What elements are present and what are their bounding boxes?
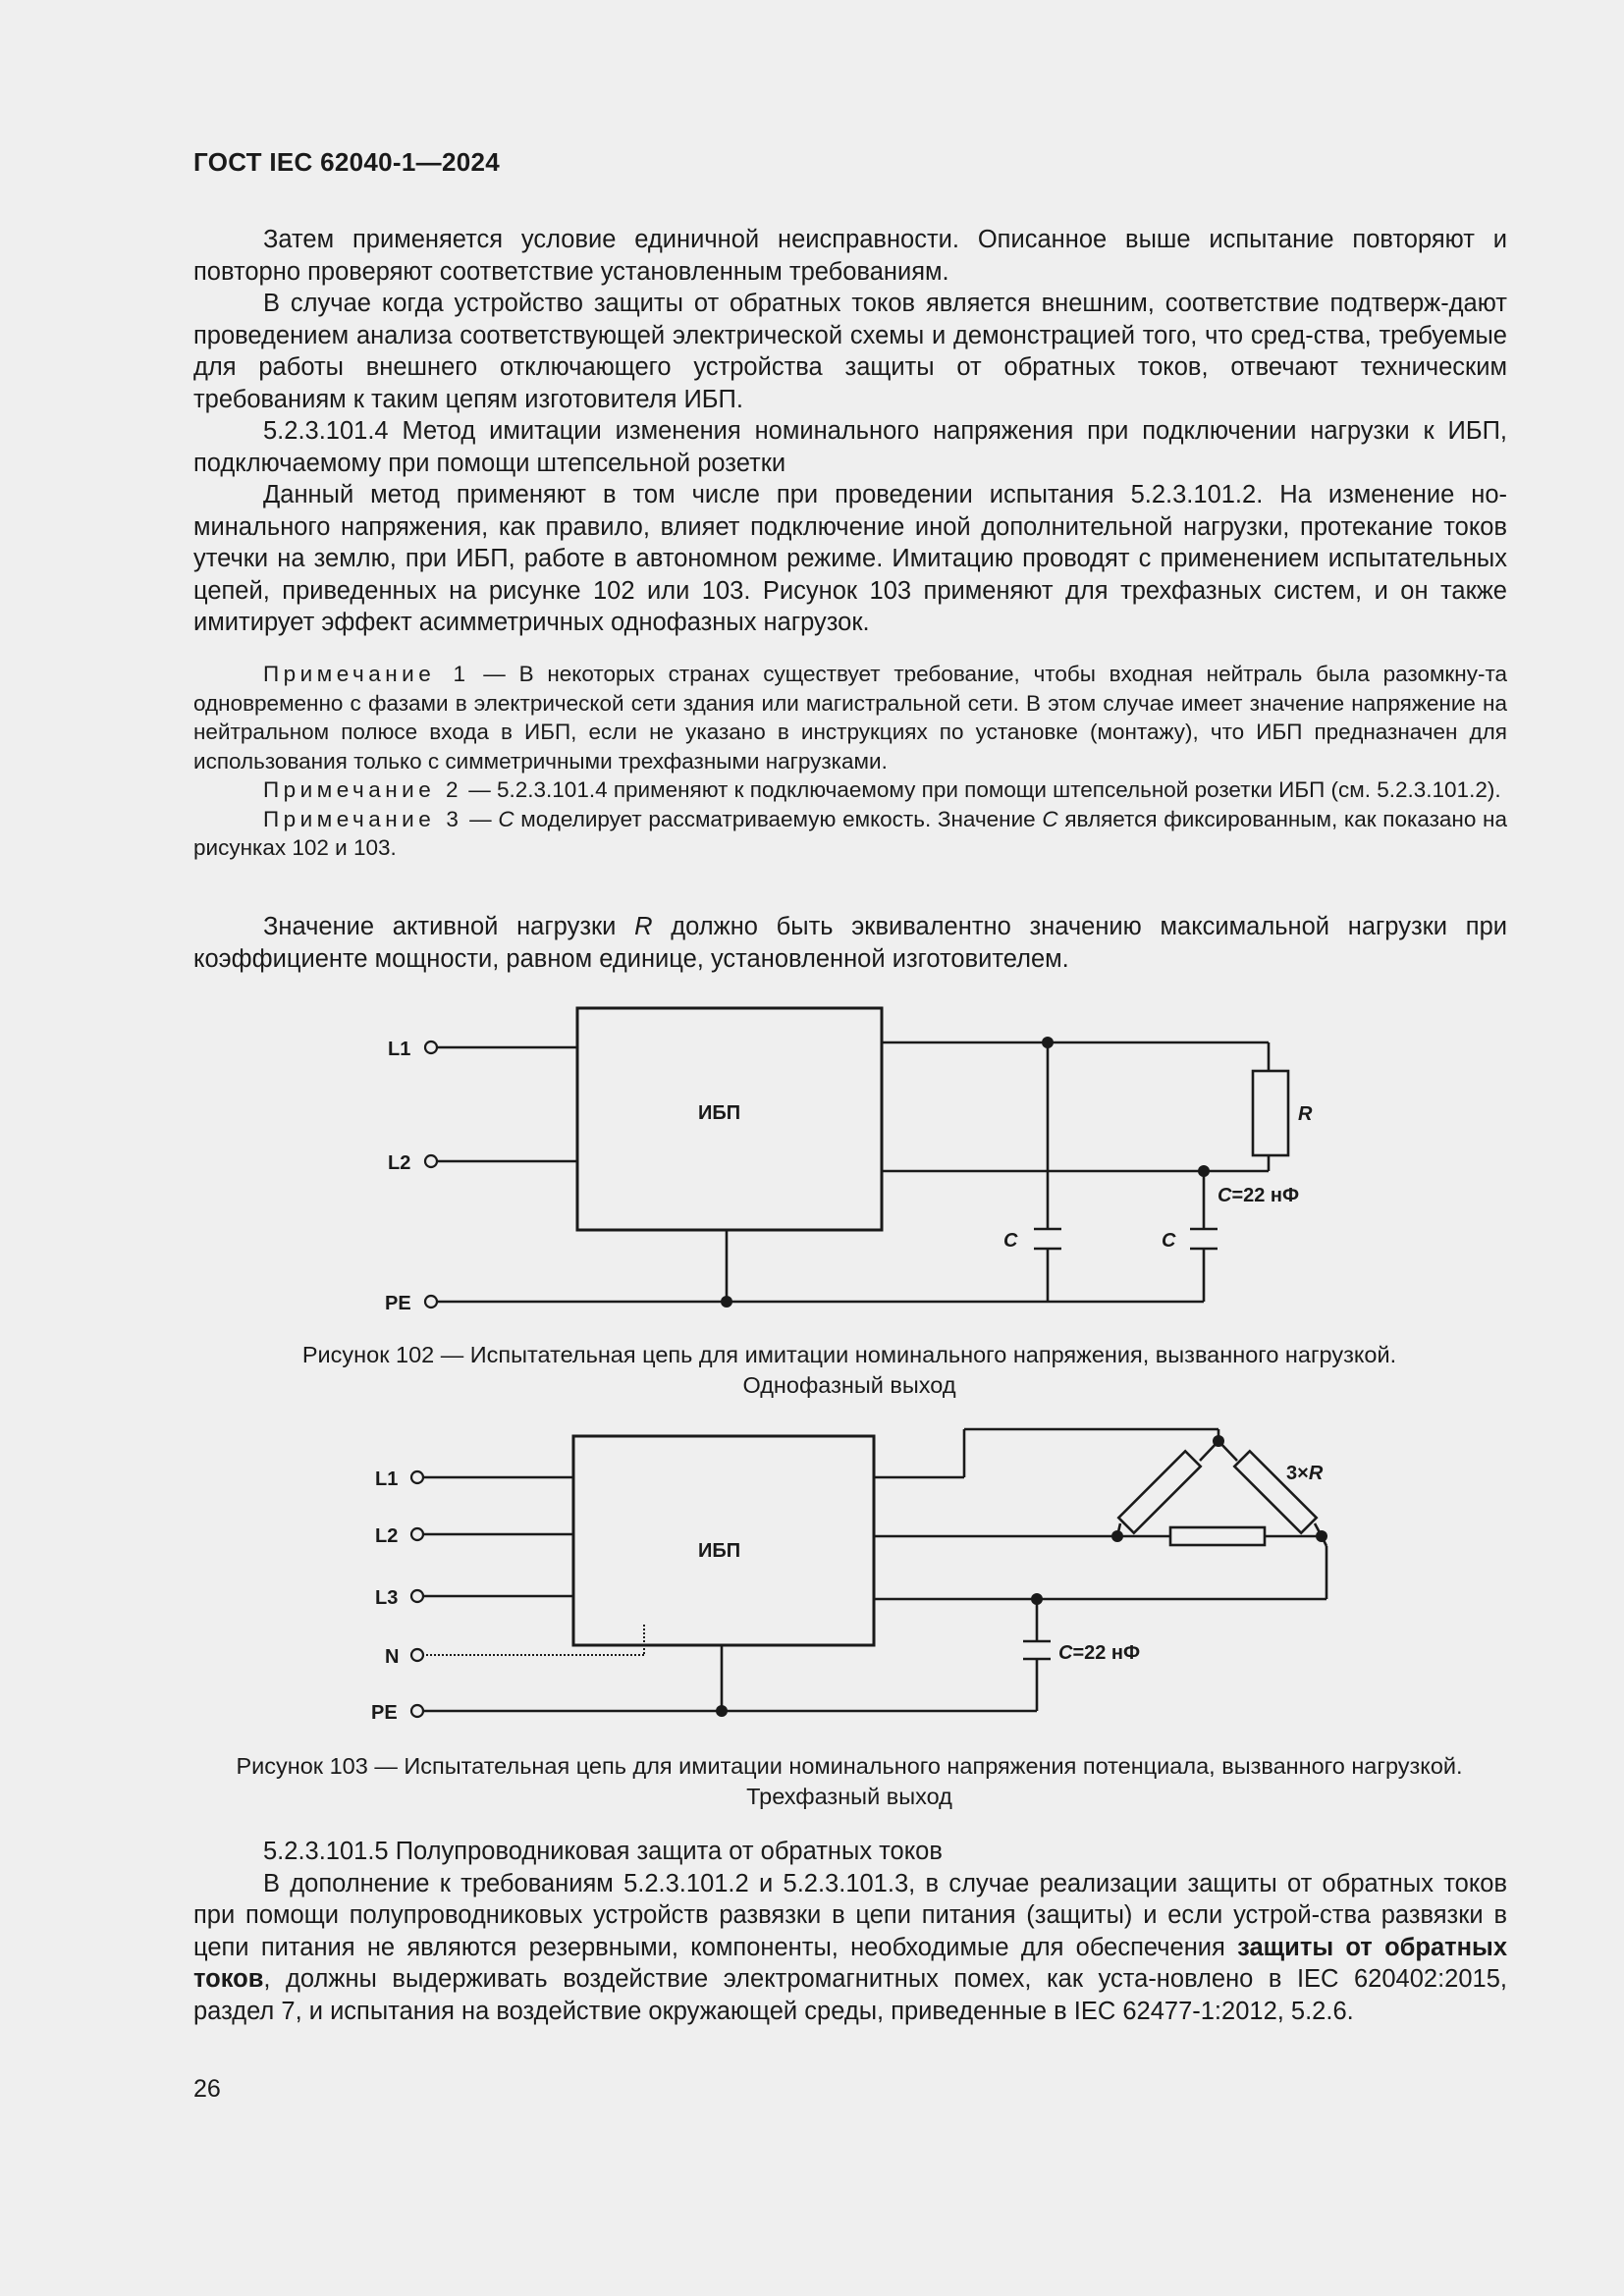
variable-c: C <box>498 806 514 831</box>
paragraph: Данный метод применяют в том числе при проведении испытания 5.2.3.101.2. На изменение но-минального напряжения, как правило, влияет подключение иной дополнительной нагрузки, протекание токов утечки на землю, при ИБП, работе в автономном режиме. Имитацию проводят с применением испытательных цепей, приведенных на рисунке 102 или 103. Рисунок 103 применяют для трехфазных систем, и он также имитирует эффект асимметричных однофазных нагрузок. <box>193 481 1507 636</box>
label-l1: L1 <box>375 1468 399 1490</box>
label-r: R <box>1298 1103 1313 1125</box>
terminal-l1 <box>425 1041 437 1053</box>
resistor-bottom <box>1170 1527 1265 1545</box>
paragraph: В случае когда устройство защиты от обратных токов является внешним, соответствие подтверж-дают проведением анализа соответствующей электрической схемы и демонстрацией того, что сред-ства, требуемые для работы внешнего отключающего устройства защиты от обратных токов, отвечают техническим требованиям к таким цепям изготовителя ИБП. <box>193 290 1507 413</box>
paragraph: В дополнение к требованиям 5.2.3.101.2 и 5.2.3.101.3, в случае реализации защиты от обратных токов при помощи полупроводниковых устройств развязки в цепи питания (защиты) и если устрой-ства развязки в цепи питания не являются резервными, компоненты, необходимые для обеспечения защиты от обратных токов, должны выдерживать воздействие электромагнитных помех, как уста-новлено в IEC 620402:2015, раздел 7, и испытания на воздействие окружающей среды, приведенные в IEC 62477-1:2012, 5.2.6. <box>193 1869 1507 2025</box>
terminal-pe <box>425 1296 437 1308</box>
section-heading-5-2-3-101-5: 5.2.3.101.5 Полупроводниковая защита от обратных токов <box>263 1838 943 1865</box>
label-c2: C <box>1162 1230 1176 1252</box>
label-l2: L2 <box>388 1152 411 1174</box>
label-n: N <box>385 1646 400 1668</box>
label-c1: C <box>1003 1230 1018 1252</box>
note-text: — В некоторых странах существует требование, чтобы входная нейтраль была разомкну-та одновременно с фазами в электрической сети здания или магистральной сети. В этом случае имеет значение напряжение на нейтральном полюсе входа в ИБП, если не указано в инструкциях по установке (монтажу), что ИБП предназначен для использования только с симметричными трехфазными нагрузками. <box>193 662 1508 774</box>
variable-c: C <box>1042 806 1058 831</box>
note-label: Примечание 3 <box>263 806 463 831</box>
load-paragraph: Значение активной нагрузки R должно быть эквивалентно значению максимальной нагрузки при коэффициенте мощности, равном единице, установленной изготовителем. <box>193 913 1507 973</box>
section-5-2-3-101-5 <box>193 1836 1507 2027</box>
label-ups: ИБП <box>698 1540 741 1562</box>
terminal-pe-3ph <box>411 1705 423 1717</box>
variable-r: R <box>634 913 653 940</box>
label-pe: PE <box>371 1702 398 1724</box>
document-header: ГОСТ IEC 62040-1—2024 <box>193 147 500 177</box>
terminal-l2 <box>425 1155 437 1167</box>
label-ups: ИБП <box>698 1102 741 1124</box>
label-c-value: C=22 нФ <box>1058 1642 1141 1664</box>
label-c-value: C=22 нФ <box>1218 1185 1300 1206</box>
label-3r: 3×R <box>1286 1463 1324 1484</box>
resistor-right <box>1234 1451 1316 1532</box>
note-label: Примечание 2 <box>263 777 462 802</box>
bold-term: защиты от обратных токов <box>193 1933 1507 1993</box>
section-heading-5-2-3-101-4: 5.2.3.101.4 Метод имитации изменения номинального напряжения при подключении нагрузки к ИБП, подключаемому при помощи штепсельной розетки <box>193 417 1507 477</box>
paragraph: Затем применяется условие единичной неисправности. Описанное выше испытание повторяют и повторно проверяют соответствие установленным требованиям. <box>193 226 1507 286</box>
terminal-l3-3ph <box>411 1590 423 1602</box>
label-pe: PE <box>385 1293 411 1314</box>
terminal-n-3ph <box>411 1649 423 1661</box>
label-l2: L2 <box>375 1525 399 1547</box>
terminal-l1-3ph <box>411 1471 423 1483</box>
figure-103-caption: Рисунок 103 — Испытательная цепь для имитации номинального напряжения потенциала, вызванного нагрузкой. Трехфазный выход <box>236 1753 1463 1809</box>
note-label: Примечание 1 <box>263 662 470 686</box>
figure-102-caption: Рисунок 102 — Испытательная цепь для имитации номинального напряжения, вызванного нагрузкой. Однофазный выход <box>301 1342 1397 1398</box>
resistor-left <box>1118 1451 1200 1532</box>
label-l3: L3 <box>375 1587 399 1609</box>
page-number: 26 <box>193 2075 221 2103</box>
terminal-l2-3ph <box>411 1528 423 1540</box>
ups-box-3ph <box>573 1436 874 1645</box>
note-3: Примечание 3 — C моделирует рассматриваемую емкость. Значение C является фиксированным, как показано на рисунках 102 и 103. <box>193 806 1507 860</box>
label-l1: L1 <box>388 1039 411 1060</box>
resistor-r <box>1253 1071 1288 1155</box>
note-text: — 5.2.3.101.4 применяют к подключаемому при помощи штепсельной розетки ИБП (см. 5.2.3.101.2). <box>462 777 1501 802</box>
